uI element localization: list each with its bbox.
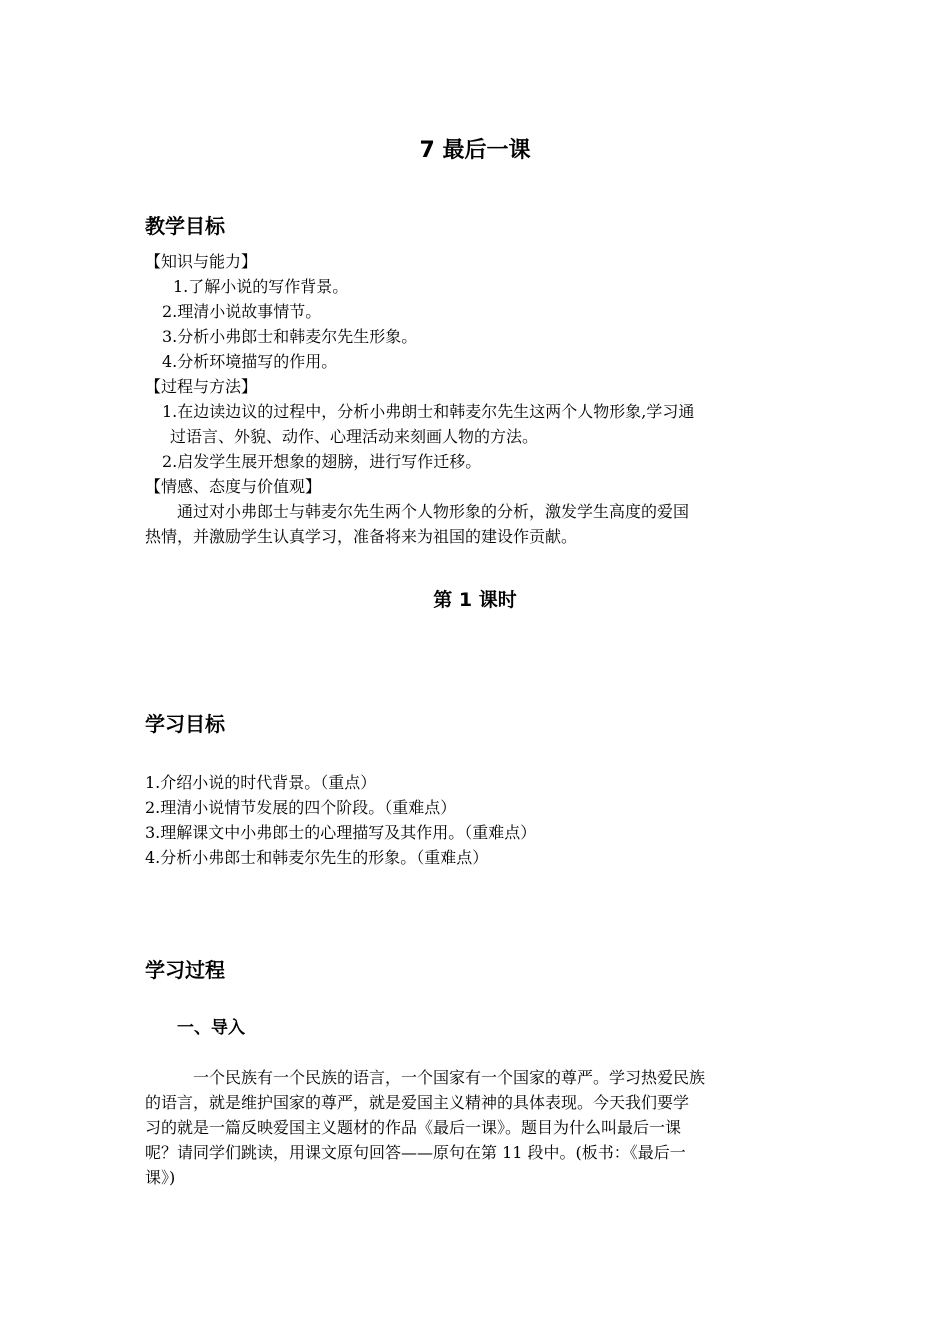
process-item-line: 过语言、外貌、动作、心理活动来刻画人物的方法。 bbox=[170, 427, 539, 446]
study-goals-heading: 学习目标 bbox=[145, 712, 225, 736]
teaching-goals-heading: 教学目标 bbox=[145, 214, 225, 238]
process-method-label: 【过程与方法】 bbox=[145, 377, 258, 396]
knowledge-item: 3.分析小弗郎士和韩麦尔先生形象。 bbox=[162, 327, 418, 346]
process-item-line: 1.在边读边议的过程中，分析小弗朗士和韩麦尔先生这两个人物形象,学习通 bbox=[162, 402, 695, 421]
study-goal-item: 3.理解课文中小弗郎士的心理描写及其作用。（重难点） bbox=[145, 823, 537, 842]
emotion-values-label: 【情感、态度与价值观】 bbox=[145, 477, 322, 496]
knowledge-item: 1.了解小说的写作背景。 bbox=[173, 277, 349, 296]
intro-heading: 一、导入 bbox=[177, 1018, 245, 1038]
study-goal-item: 1.介绍小说的时代背景。（重点） bbox=[145, 773, 377, 792]
intro-paragraph-line: 呢？请同学们跳读，用课文原句回答——原句在第 11 段中。(板书：《最后一 bbox=[145, 1143, 686, 1162]
study-goal-item: 4.分析小弗郎士和韩麦尔先生的形象。（重难点） bbox=[145, 848, 489, 867]
intro-paragraph-line: 一个民族有一个民族的语言，一个国家有一个国家的尊严。学习热爱民族 bbox=[193, 1068, 706, 1087]
emotion-text-line: 热情，并激励学生认真学习，准备将来为祖国的建设作贡献。 bbox=[145, 527, 578, 546]
knowledge-item: 2.理清小说故事情节。 bbox=[162, 302, 322, 321]
process-item: 2.启发学生展开想象的翅膀，进行写作迁移。 bbox=[162, 452, 482, 471]
intro-paragraph-line: 课》) bbox=[145, 1168, 176, 1187]
lesson-heading: 第 1 课时 bbox=[433, 589, 517, 611]
knowledge-item: 4.分析环境描写的作用。 bbox=[162, 352, 338, 371]
knowledge-ability-label: 【知识与能力】 bbox=[145, 252, 258, 271]
intro-paragraph-line: 习的就是一篇反映爱国主义题材的作品《最后一课》。题目为什么叫最后一课 bbox=[145, 1118, 682, 1137]
study-process-heading: 学习过程 bbox=[145, 958, 225, 982]
document-title: 7 最后一课 bbox=[419, 138, 531, 163]
study-goal-item: 2.理清小说情节发展的四个阶段。（重难点） bbox=[145, 798, 457, 817]
emotion-text-line: 通过对小弗郎士与韩麦尔先生两个人物形象的分析，激发学生高度的爱国 bbox=[177, 502, 690, 521]
intro-paragraph-line: 的语言，就是维护国家的尊严，就是爱国主义精神的具体表现。今天我们要学 bbox=[145, 1093, 690, 1112]
